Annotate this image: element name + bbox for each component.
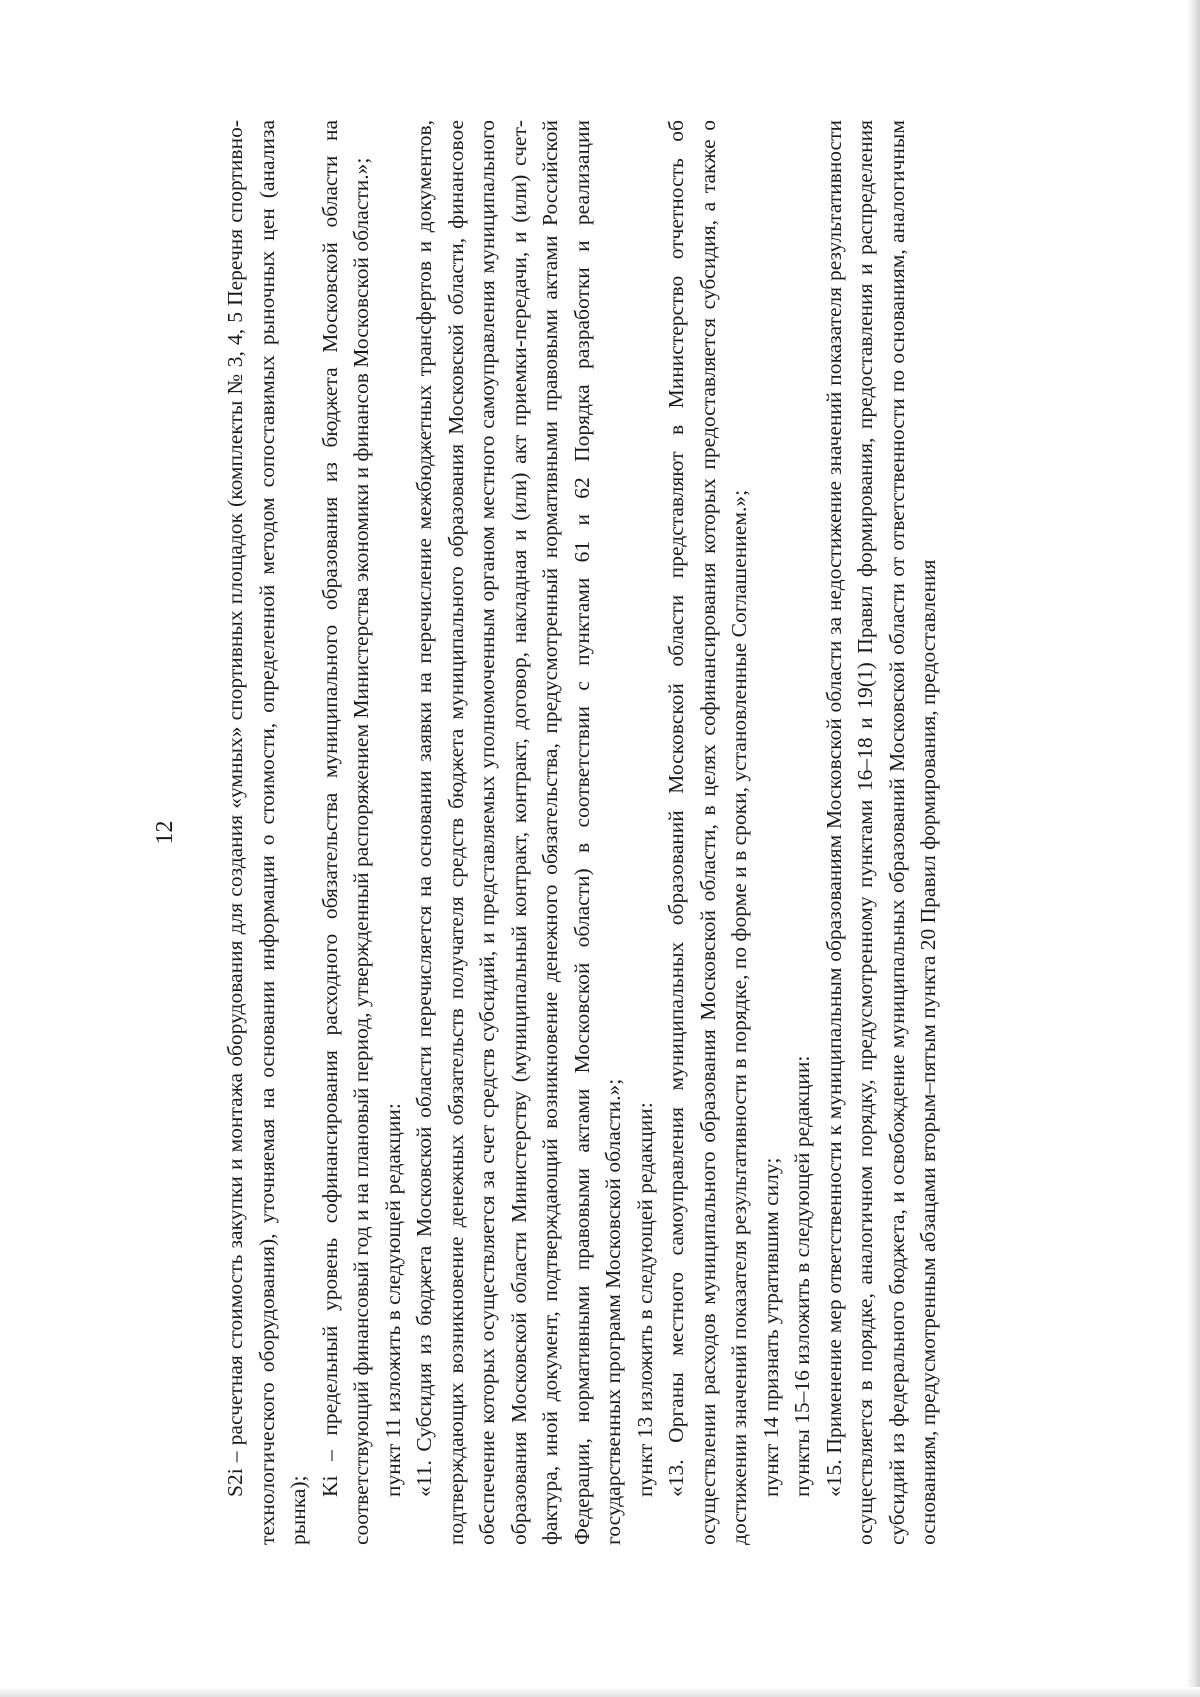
paragraph-item-15-text: «15. Применение мер ответственности к муниципальным образованиям Московской области за недостижение значений показателя результативности осуществляется в порядке, аналогичном порядку, предусмотренному пунктами 16–18 и 19(1) Правил формирования, предоставления и распределения субсидий из федерального бюджета, и освобождение муниципальных образований Московской области от ответственности по основаниям, аналогичным основаниям, предусмотренным абзацами вторым–пятым пункта 20 Правил формирования, предоставления [821,120,940,1545]
page-number: 12 [152,820,178,845]
paragraph-item-13-intro: пункт 13 изложить в следующей редакции: [632,1102,657,1497]
paragraph-item-14-repeal: пункт 14 признать утратившим силу; [758,1157,783,1497]
scan-edge-shadow [1186,0,1200,1697]
paragraph-item-11-intro: пункт 11 изложить в следующей редакции: [380,1103,405,1497]
paragraph-item-13-text: «13. Органы местного самоуправления муниципальных образований Московской области представляют в Министерство отчетность об осуществлении расходов муниципального образования Московской области, в целях софинансирования которых предоставляется субсидия, а также о достижении значений показателя результативности в порядке, по форме и в сроки, установленные Соглашением.»; [664,120,751,1545]
paragraph-ki-definition: Ki – предельный уровень софинансирования расходного обязательства муниципального образования из бюджета Московской области на соответствующий финансовый год и на плановый период, утвержденный распоряжением Министерства экономики и финансов Московской области.»; [317,120,373,1545]
paragraph-s2i-definition: S2i – расчетная стоимость закупки и монтажа оборудования для создания «умных» спортивных площадок (комплекты № 3, 4, 5 Перечня спортивно-технологического оборудования), уточняемая на основании информации о стоимости, определенной методом сопоставимых рыночных цен (анализа рынка); [223,120,310,1545]
paragraph-items-15-16-intro: пункты 15–16 изложить в следующей редакции: [790,1055,814,1497]
paragraph-item-11-text: «11. Субсидия из бюджета Московской области перечисляется на основании заявки на перечисление межбюджетных трансфертов и документов, подтверждающих возникновение денежных обязательств получателя средств бюджета муниципального образования Московской области, финансовое обеспечение которых осуществляется за счет средств субсидий, и представляемых уполномоченным органом местного самоуправления муниципального образования Московской области Министерству (муниципальный контракт, контракт, договор, накладная и (или) акт приемки-передачи, и (или) счет-фактура, иной документ, подтверждающий возникновение денежного обязательства, предусмотренный нормативными правовыми актами Российской Федерации, нормативными правовыми актами Московской области) в соответствии с пунктами 61 и 62 Порядка разработки и реализации государственных программ Московской области.»; [412,120,625,1545]
document-body [220,120,945,1545]
scan-bottom-shadow [0,1687,1200,1697]
rotated-page [150,120,1010,1545]
